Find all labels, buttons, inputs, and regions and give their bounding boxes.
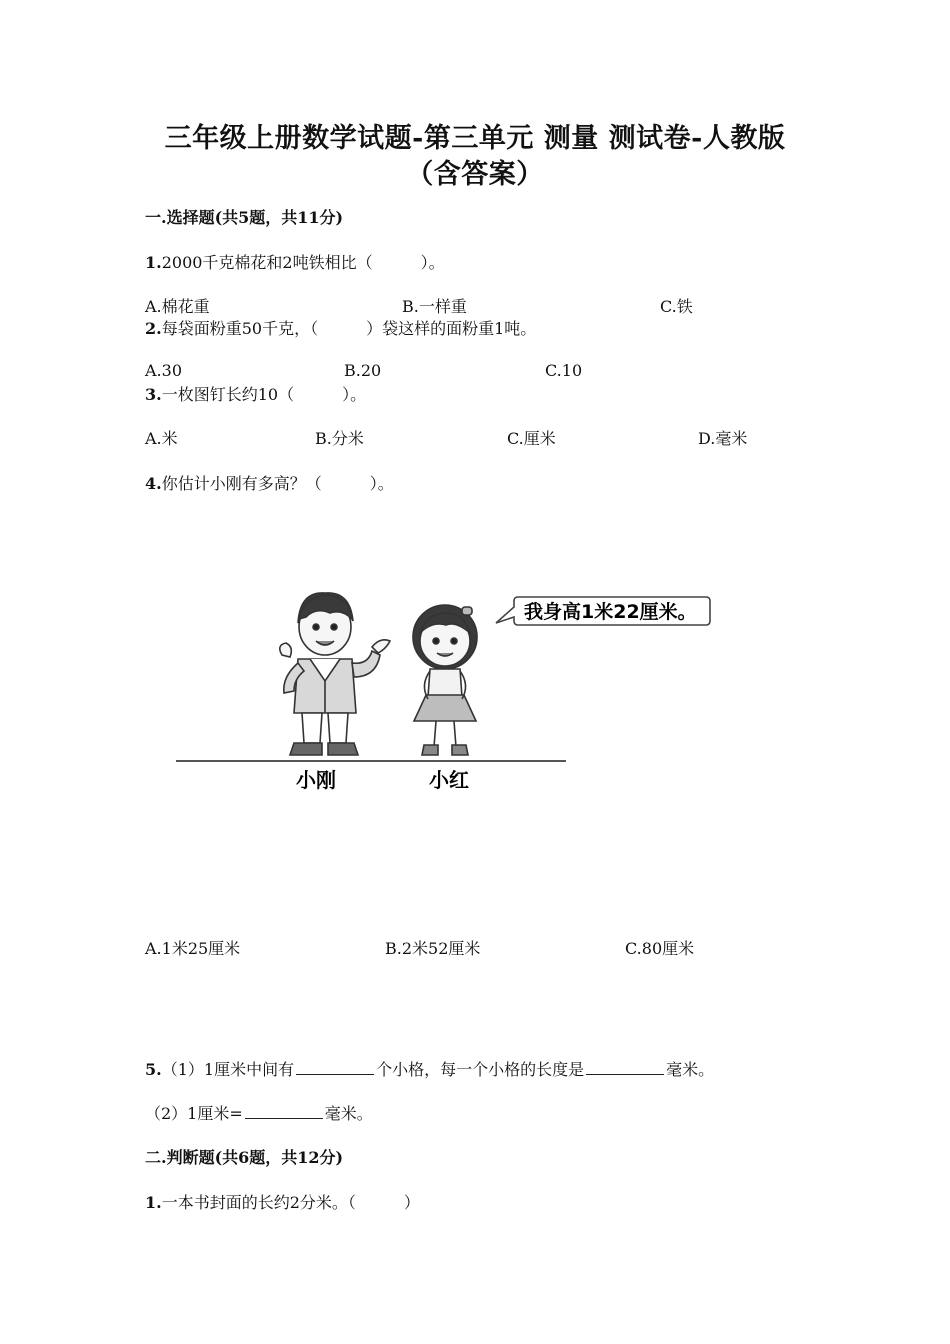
q4-option-a: A.1米25厘米 [145, 939, 241, 958]
q1-option-a: A.棉花重 [145, 297, 210, 316]
question-4 [145, 471, 394, 494]
q1-option-b: B.一样重 [402, 297, 467, 316]
question-number: 4. [145, 474, 162, 493]
question-number: 1. [145, 1193, 162, 1212]
q2-option-a: A.30 [145, 361, 182, 380]
q3-option-a: A.米 [145, 429, 178, 448]
girl-name-label: 小红 [429, 768, 469, 792]
q1-option-c: C.铁 [660, 297, 693, 316]
question-number: 3. [145, 385, 162, 404]
height-illustration [170, 585, 730, 825]
page-subtitle: （含答案） [406, 159, 544, 190]
section-heading-choice: 一.选择题(共5题，共11分) [145, 208, 344, 227]
section-heading-judgement: 二.判断题(共6题，共12分) [145, 1148, 344, 1167]
boy-name-label: 小刚 [296, 768, 336, 792]
boy-figure [280, 593, 390, 755]
q3-option-d: D.毫米 [698, 429, 748, 448]
q3-option-c: C.厘米 [507, 429, 556, 448]
fill-blank[interactable] [245, 1104, 323, 1119]
q4-option-c: C.80厘米 [625, 939, 695, 958]
speech-text: 我身高1米22厘米。 [524, 601, 697, 623]
question-number: 2. [145, 319, 162, 338]
fill-blank[interactable] [586, 1060, 664, 1075]
question-text: 一本书封面的长约2分米。（ ） [161, 1193, 420, 1212]
question-text: 一枚图钉长约10（ ）。 [161, 385, 367, 404]
question-number: 5. [145, 1060, 162, 1079]
question-text: 2000千克棉花和2吨铁相比（ ）。 [161, 253, 445, 272]
question-5-line-2: （2）1厘米= 毫米。 [145, 1104, 373, 1123]
girl-figure [413, 605, 477, 755]
q2-option-b: B.20 [344, 361, 382, 380]
question-1 [145, 250, 445, 273]
question-2 [145, 316, 536, 339]
question-number: 1. [145, 253, 162, 272]
judgement-1 [145, 1190, 420, 1213]
question-text: 你估计小刚有多高？（ ）。 [161, 474, 394, 493]
question-5-line-1: 5.（1）1厘米中间有 个小格，每一个小格的长度是 毫米。 [145, 1060, 715, 1079]
page-title: 三年级上册数学试题-第三单元 测量 测试卷-人教版 [164, 123, 786, 154]
q3-option-b: B.分米 [315, 429, 364, 448]
fill-blank[interactable] [296, 1060, 374, 1075]
question-3 [145, 382, 366, 405]
question-text: 每袋面粉重50千克，（ ）袋这样的面粉重1吨。 [161, 319, 537, 338]
q2-option-c: C.10 [545, 361, 583, 380]
q4-option-b: B.2米52厘米 [385, 939, 481, 958]
